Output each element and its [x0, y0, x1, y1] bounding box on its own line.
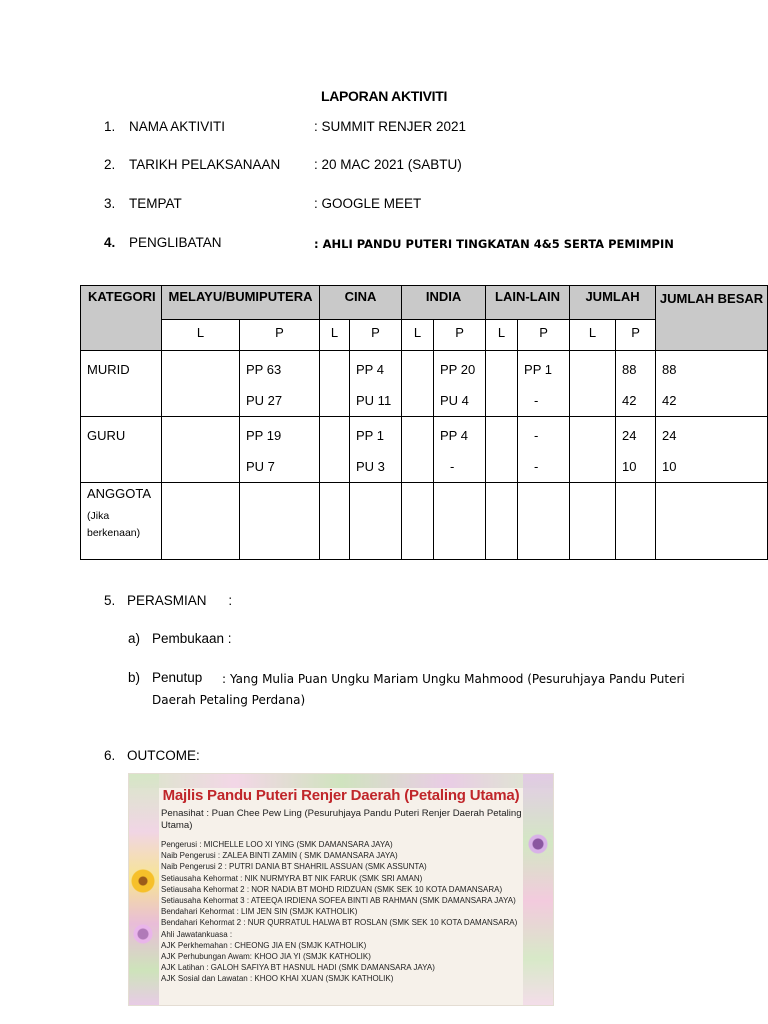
- cell-line: 10: [622, 459, 637, 474]
- subheader-p: P: [518, 320, 570, 351]
- cell-cina-l: [320, 351, 350, 417]
- cell-empty: [240, 483, 320, 560]
- subheader-l: L: [402, 320, 434, 351]
- cell-line: 24: [622, 428, 637, 443]
- subheader-l: L: [162, 320, 240, 351]
- cell-jumlah-besar: [656, 417, 768, 483]
- item-value: : AHLI PANDU PUTERI TINGKATAN 4&5 SERTA PEMIMPIN: [314, 237, 674, 251]
- section-colon: :: [228, 593, 233, 608]
- subheader-p: P: [434, 320, 486, 351]
- subheader-p: P: [350, 320, 402, 351]
- header-india: INDIA: [402, 286, 486, 320]
- header-jumlah-besar: JUMLAH BESAR: [656, 286, 768, 351]
- penutup-value: Yang Mulia Puan Ungku Mariam Ungku Mahmood (Pesuruhjaya Pandu Puteri Daerah Petaling Perdana): [152, 672, 685, 707]
- item-number: 1.: [104, 119, 116, 134]
- cell-empty: [402, 483, 434, 560]
- sub-item-number: a): [128, 631, 141, 646]
- cell-empty: [350, 483, 402, 560]
- cell-line: PP 20: [440, 362, 476, 377]
- cell-line: -: [450, 459, 455, 474]
- item-label: PENGLIBATAN: [129, 235, 222, 250]
- cell-line: PP 4: [356, 362, 384, 377]
- section-number: 6.: [104, 748, 116, 763]
- poster-line: AJK Perhubungan Awam: KHOO JIA YI (SMJK KATHOLIK): [161, 952, 371, 962]
- cell-jumlah-l: [570, 351, 616, 417]
- cell-melayu-p: [240, 351, 320, 417]
- section-outcome: [104, 748, 200, 763]
- flower-icon: [528, 834, 548, 854]
- table-row-guru: [81, 417, 768, 483]
- table-row-murid: [81, 351, 768, 417]
- penutup-officiant: [152, 669, 712, 711]
- cell-line: 10: [662, 459, 677, 474]
- cell-lain-p: [518, 351, 570, 417]
- cell-line: PP 63: [246, 362, 282, 377]
- cell-cina-p: [350, 417, 402, 483]
- cell-melayu-p: [240, 417, 320, 483]
- item-label: NAMA AKTIVITI: [129, 119, 226, 134]
- cell-empty: [486, 483, 518, 560]
- penutup-colon: :: [222, 672, 227, 686]
- participation-table: [80, 285, 768, 560]
- cell-line: -: [534, 428, 539, 443]
- cell-jumlah-p: [616, 417, 656, 483]
- sub-item-label: Penutup: [152, 670, 203, 685]
- cell-line: -: [534, 393, 539, 408]
- cell-empty: [434, 483, 486, 560]
- cell-cina-l: [320, 417, 350, 483]
- cell-india-p: [434, 417, 486, 483]
- subheader-p: P: [240, 320, 320, 351]
- item-value: : SUMMIT RENJER 2021: [314, 119, 467, 134]
- subheader-l: L: [486, 320, 518, 351]
- cell-empty: [162, 483, 240, 560]
- cell-cina-p: [350, 351, 402, 417]
- poster-floral-border: [129, 774, 553, 788]
- cell-melayu-l: [162, 351, 240, 417]
- sunflower-icon: [131, 869, 155, 893]
- cell-empty: [656, 483, 768, 560]
- cell-empty: [570, 483, 616, 560]
- cell-line: 42: [662, 393, 677, 408]
- header-lain-lain: LAIN-LAIN: [486, 286, 570, 320]
- header-jumlah: JUMLAH: [570, 286, 656, 320]
- cell-line: PU 3: [356, 459, 385, 474]
- poster-line: AJK Sosial dan Lawatan : KHOO KHAI XUAN (SMJK KATHOLIK): [161, 974, 394, 984]
- item-value: : GOOGLE MEET: [314, 196, 422, 211]
- cell-empty: [320, 483, 350, 560]
- anggota-note: (Jika berkenaan): [87, 510, 141, 539]
- header-melayu: MELAYU/BUMIPUTERA: [162, 286, 320, 320]
- cell-india-l: [402, 417, 434, 483]
- poster-line: AJK Perkhemahan : CHEONG JIA EN (SMJK KATHOLIK): [161, 940, 367, 950]
- cell-line: PU 4: [440, 393, 469, 408]
- cell-kategori: GURU: [81, 417, 162, 483]
- cell-lain-l: [486, 351, 518, 417]
- subheader-l: L: [570, 320, 616, 351]
- poster-line: Setiausaha Kehormat 3 : ATEEQA IRDIENA SOFEA BINTI AB RAHMAN (SMK DAMANSARA JAYA): [161, 896, 516, 906]
- item-value: : 20 MAC 2021 (SABTU): [314, 157, 462, 172]
- cell-line: -: [534, 459, 539, 474]
- cell-line: 88: [662, 362, 677, 377]
- cell-india-p: [434, 351, 486, 417]
- cell-line: PU 7: [246, 459, 275, 474]
- table-header-row: [81, 286, 768, 320]
- subheader-p: P: [616, 320, 656, 351]
- item-label: TEMPAT: [129, 196, 182, 211]
- cell-melayu-l: [162, 417, 240, 483]
- cell-empty: [616, 483, 656, 560]
- poster-line: AJK Latihan : GALOH SAFIYA BT HASNUL HADI (SMK DAMANSARA JAYA): [161, 963, 435, 973]
- cell-line: 42: [622, 393, 637, 408]
- cell-lain-l: [486, 417, 518, 483]
- poster-line: Bendahari Kehormat 2 : NUR QURRATUL HALWA BT ROSLAN (SMK SEK 10 KOTA DAMANSARA): [161, 918, 518, 928]
- cell-line: PP 4: [440, 428, 468, 443]
- cell-kategori: MURID: [81, 351, 162, 417]
- poster-title: Majlis Pandu Puteri Renjer Daerah (Petaling Utama): [162, 787, 520, 804]
- header-cina: CINA: [320, 286, 402, 320]
- poster-body: [161, 808, 531, 985]
- cell-empty: [518, 483, 570, 560]
- cell-jumlah-besar: [656, 351, 768, 417]
- table-row-anggota: [81, 483, 768, 560]
- cell-line: PU 27: [246, 393, 283, 408]
- cell-kategori: [81, 483, 162, 560]
- cell-lain-p: [518, 417, 570, 483]
- subheader-l: L: [320, 320, 350, 351]
- cell-line: PU 11: [356, 393, 392, 408]
- poster-line: Setiausaha Kehormat : NIK NURMYRA BT NIK FARUK (SMK SRI AMAN): [161, 873, 423, 883]
- cell-line: PP 1: [356, 428, 384, 443]
- anggota-label: ANGGOTA: [87, 486, 152, 501]
- cell-jumlah-p: [616, 351, 656, 417]
- header-kategori: KATEGORI: [81, 286, 162, 351]
- flower-icon: [133, 924, 153, 944]
- poster-line: Bendahari Kehormat : LIM JEN SIN (SMJK KATHOLIK): [161, 907, 358, 917]
- outcome-poster-image: [128, 773, 554, 1006]
- poster-penasihat: Penasihat : Puan Chee Pew Ling (Pesuruhjaya Pandu Puteri Renjer Daerah Petaling Utama): [161, 808, 522, 831]
- poster-line: Naib Pengerusi 2 : PUTRI DANIA BT SHAHRIL ASSUAN (SMK ASSUNTA): [161, 862, 427, 872]
- section-number: 5.: [104, 593, 116, 608]
- section-label: PERASMIAN: [127, 593, 207, 608]
- item-number: 4.: [104, 235, 116, 250]
- cell-line: 24: [662, 428, 677, 443]
- cell-line: PP 19: [246, 428, 282, 443]
- poster-line: Pengerusi : MICHELLE LOO XI YING (SMK DAMANSARA JAYA): [161, 840, 393, 849]
- sub-item-number: b): [128, 670, 141, 685]
- cell-line: PP 1: [524, 362, 552, 377]
- cell-india-l: [402, 351, 434, 417]
- item-number: 2.: [104, 157, 116, 172]
- section-perasmian: [104, 593, 232, 608]
- poster-line: Naib Pengerusi : ZALEA BINTI ZAMIN ( SMK DAMANSARA JAYA): [161, 851, 398, 861]
- sub-item-label: Pembukaan :: [152, 631, 232, 646]
- report-title: LAPORAN AKTIVITI: [320, 88, 448, 104]
- cell-line: 88: [622, 362, 637, 377]
- cell-jumlah-l: [570, 417, 616, 483]
- poster-line: Ahli Jawatankuasa :: [161, 929, 233, 939]
- section-label: OUTCOME:: [127, 748, 200, 763]
- item-number: 3.: [104, 196, 116, 211]
- poster-line: Setiausaha Kehormat 2 : NOR NADIA BT MOHD RIDZUAN (SMK SEK 10 KOTA DAMANSARA): [161, 884, 503, 894]
- item-label: TARIKH PELAKSANAAN: [129, 157, 281, 172]
